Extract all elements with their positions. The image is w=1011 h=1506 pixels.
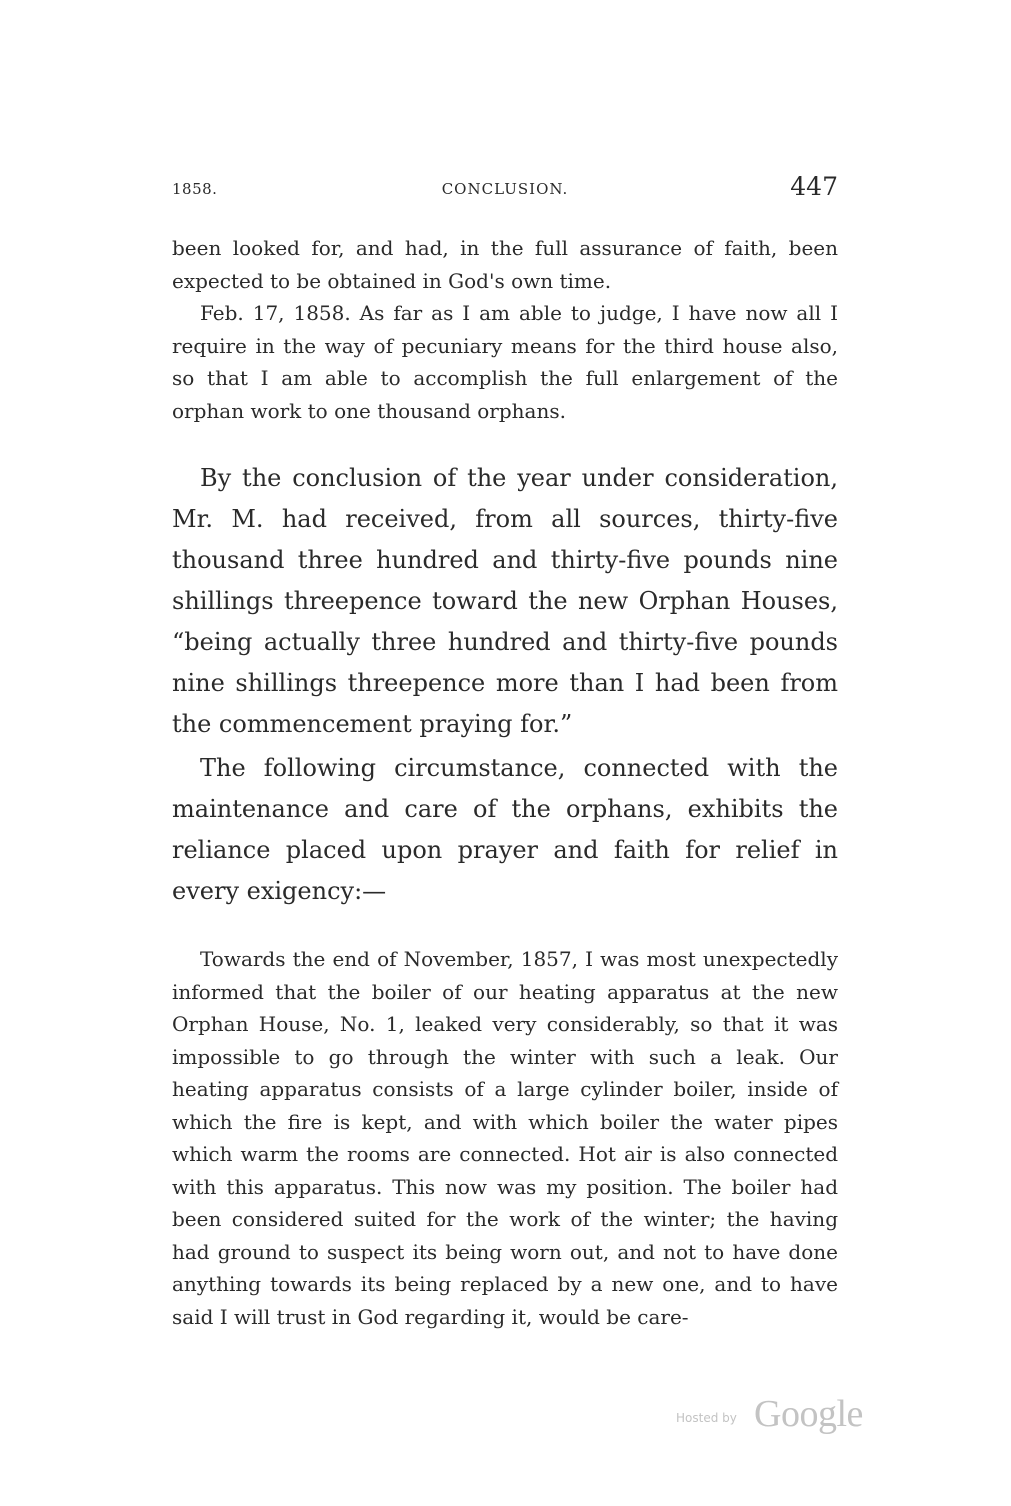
running-head-year: 1858. (172, 180, 218, 198)
quote-1-paragraph-2: Feb. 17, 1858. As far as I am able to judge, I have now all I require in the way of pecuniary means for the third house also, so that I am able to accomplish the full enlargement of the orphan work to one thousand orphans. (172, 301, 838, 423)
hosted-by-label: Hosted by (676, 1411, 737, 1425)
quoted-passage-2 (172, 943, 838, 1333)
narrative-paragraph-1: By the conclusion of the year under consideration, Mr. M. had received, from all sources, thirty-five thousand three hundred and thirty-five pounds nine shillings threepence toward the new Orphan Houses, “being actually three hundred and thirty-five pounds nine shillings threepence more than I had been from the commencement praying for.” (172, 464, 838, 738)
page-number: 447 (790, 172, 838, 201)
running-head-title: CONCLUSION. (441, 180, 569, 198)
narrative-paragraph-2: The following circumstance, connected with the maintenance and care of the orphans, exhibits the reliance placed upon prayer and faith for relief in every exigency:— (172, 754, 838, 905)
quote-2-paragraph-1: Towards the end of November, 1857, I was most unexpectedly informed that the boiler of our heating apparatus at the new Orphan House, No. 1, leaked very considerably, so that it was impossible to go through the winter with such a leak. Our heating apparatus consists of a large cylinder boiler, inside of which the fire is kept, and with which boiler the water pipes which warm the rooms are connected. Hot air is also connected with this apparatus. This now was my position. The boiler had been considered suited for the work of the winter; the having had ground to suspect its being worn out, and not to have done anything towards its being replaced by a new one, and to have said I will trust in God regarding it, would be care- (172, 947, 838, 1329)
running-head (172, 172, 838, 208)
narrative-text (172, 458, 838, 912)
google-logo: Google (754, 1393, 863, 1435)
quoted-passage-1 (172, 232, 838, 427)
hosted-by-google-watermark (676, 1392, 886, 1436)
quote-1-paragraph-1: been looked for, and had, in the full assurance of faith, been expected to be obtained in God's own time. (172, 236, 838, 293)
